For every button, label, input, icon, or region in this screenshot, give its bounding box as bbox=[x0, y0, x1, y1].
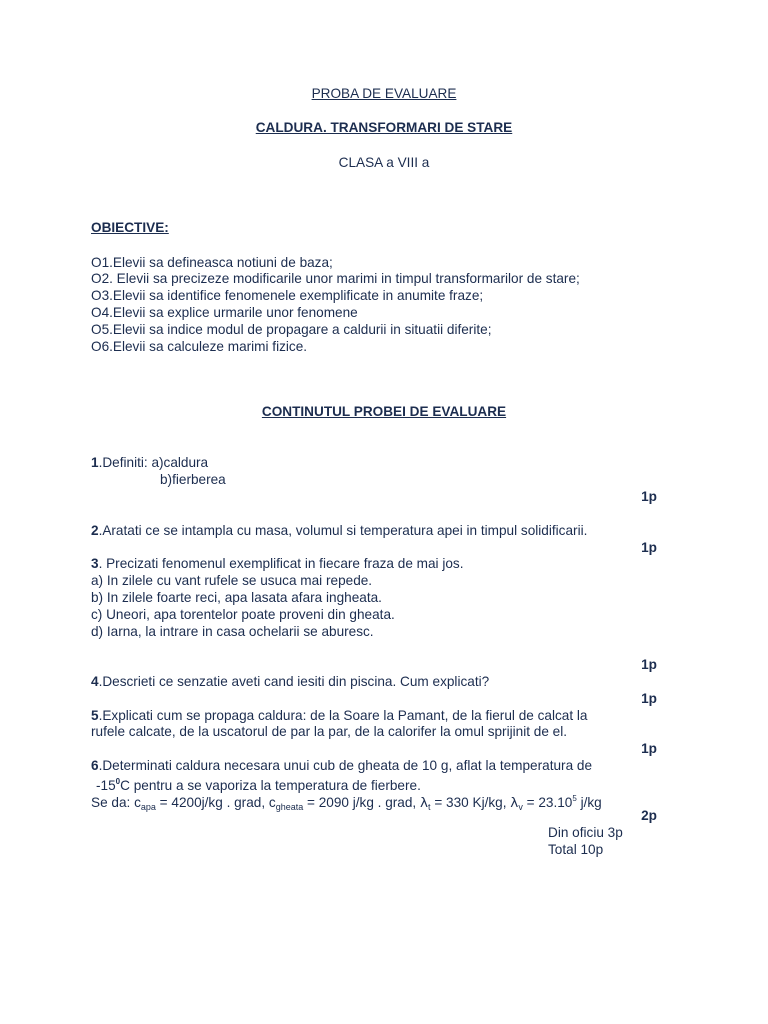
question-text: .Definiti: a)caldura bbox=[98, 455, 209, 470]
class-line: CLASA a VIII a bbox=[338, 155, 430, 170]
objective-item: O3.Elevii sa identifice fenomenele exemplificate in anumite fraze; bbox=[91, 288, 484, 303]
objective-item: O4.Elevii sa explice urmarile unor fenomene bbox=[91, 305, 358, 320]
question-1-subitem: b)fierberea bbox=[160, 472, 226, 487]
specific-heat-symbol: c bbox=[134, 795, 141, 810]
lambda-symbol: λ bbox=[419, 795, 429, 811]
question-3-item: c) Uneori, apa torentelor poate proveni din gheata. bbox=[91, 607, 395, 622]
latent-heat-vaporization: = 23.10 bbox=[522, 795, 573, 810]
points-label: 1p bbox=[641, 741, 657, 756]
question-number: 5 bbox=[91, 708, 99, 723]
latent-heat-fusion: = 330 Kj/kg, bbox=[430, 795, 511, 810]
question-text: C pentru a se vaporiza la temperatura de fierbere. bbox=[120, 778, 421, 793]
question-6 bbox=[91, 758, 592, 774]
specific-heat-symbol: c bbox=[268, 795, 276, 810]
document-subtitle: CALDURA. TRANSFORMARI DE STARE bbox=[255, 120, 513, 135]
document-title: PROBA DE EVALUARE bbox=[311, 86, 457, 101]
points-label: 1p bbox=[641, 489, 657, 504]
exponent-superscript: 5 bbox=[572, 794, 577, 803]
content-heading: CONTINUTUL PROBEI DE EVALUARE bbox=[261, 404, 507, 419]
given-prefix: Se da: bbox=[91, 795, 135, 810]
question-text: . Precizati fenomenul exemplificat in fiecare fraza de mai jos. bbox=[98, 556, 464, 571]
ice-subscript: gheata bbox=[275, 802, 304, 812]
lambda-symbol: λ bbox=[510, 795, 519, 811]
question-3 bbox=[91, 556, 464, 572]
given-data-line bbox=[91, 791, 602, 815]
objective-item: O5.Elevii sa indice modul de propagare a caldurii in situatii diferite; bbox=[91, 322, 492, 337]
question-3-item: a) In zilele cu vant rufele se usuca mai repede. bbox=[91, 573, 373, 588]
points-label: 1p bbox=[641, 691, 657, 706]
water-subscript: apa bbox=[140, 802, 156, 812]
points-label: 1p bbox=[641, 657, 657, 672]
question-3-item: d) Iarna, la intrare in casa ochelarii se aburesc. bbox=[91, 624, 374, 639]
din-oficiu-points: Din oficiu 3p bbox=[548, 825, 623, 840]
question-4 bbox=[91, 674, 489, 690]
question-1 bbox=[91, 455, 208, 471]
unit-label: j/kg bbox=[576, 795, 602, 810]
question-number: 3 bbox=[91, 556, 99, 571]
objective-item: O2. Elevii sa precizeze modificarile unor marimi in timpul transformarilor de stare; bbox=[91, 271, 580, 286]
fusion-subscript: t bbox=[428, 802, 431, 812]
total-points: Total 10p bbox=[548, 842, 604, 857]
question-text: .Determinati caldura necesara unui cub de gheata de 10 g, aflat la temperatura de bbox=[98, 758, 593, 773]
question-3-item: b) In zilele foarte reci, apa lasata afara ingheata. bbox=[91, 590, 382, 605]
objective-item: O1.Elevii sa defineasca notiuni de baza; bbox=[91, 255, 333, 270]
vaporization-subscript: v bbox=[518, 802, 523, 812]
question-number: 1 bbox=[91, 455, 99, 470]
degree-superscript: 0 bbox=[115, 777, 121, 786]
points-label: 1p bbox=[641, 540, 657, 555]
question-5 bbox=[91, 708, 587, 724]
objectives-heading: OBIECTIVE: bbox=[91, 220, 169, 235]
water-specific-heat: = 4200j/kg . grad, bbox=[155, 795, 269, 810]
question-text: .Descrieti ce senzatie aveti cand iesiti din piscina. Cum explicati? bbox=[98, 674, 490, 689]
question-5-continued: rufele calcate, de la uscatorul de par la par, de la calorifer la omul sprijinit de el. bbox=[91, 724, 568, 739]
question-number: 4 bbox=[91, 674, 99, 689]
ice-specific-heat: = 2090 j/kg . grad, bbox=[303, 795, 420, 810]
question-text: .Explicati cum se propaga caldura: de la Soare la Pamant, de la fierul de calcat la bbox=[98, 708, 588, 723]
question-number: 2 bbox=[91, 523, 99, 538]
objective-item: O6.Elevii sa calculeze marimi fizice. bbox=[91, 339, 308, 354]
points-label: 2p bbox=[641, 808, 657, 823]
temperature-value: -15 bbox=[96, 778, 116, 793]
question-2 bbox=[91, 523, 587, 539]
question-number: 6 bbox=[91, 758, 99, 773]
question-text: .Aratati ce se intampla cu masa, volumul si temperatura apei in timpul solidificarii. bbox=[98, 523, 588, 538]
